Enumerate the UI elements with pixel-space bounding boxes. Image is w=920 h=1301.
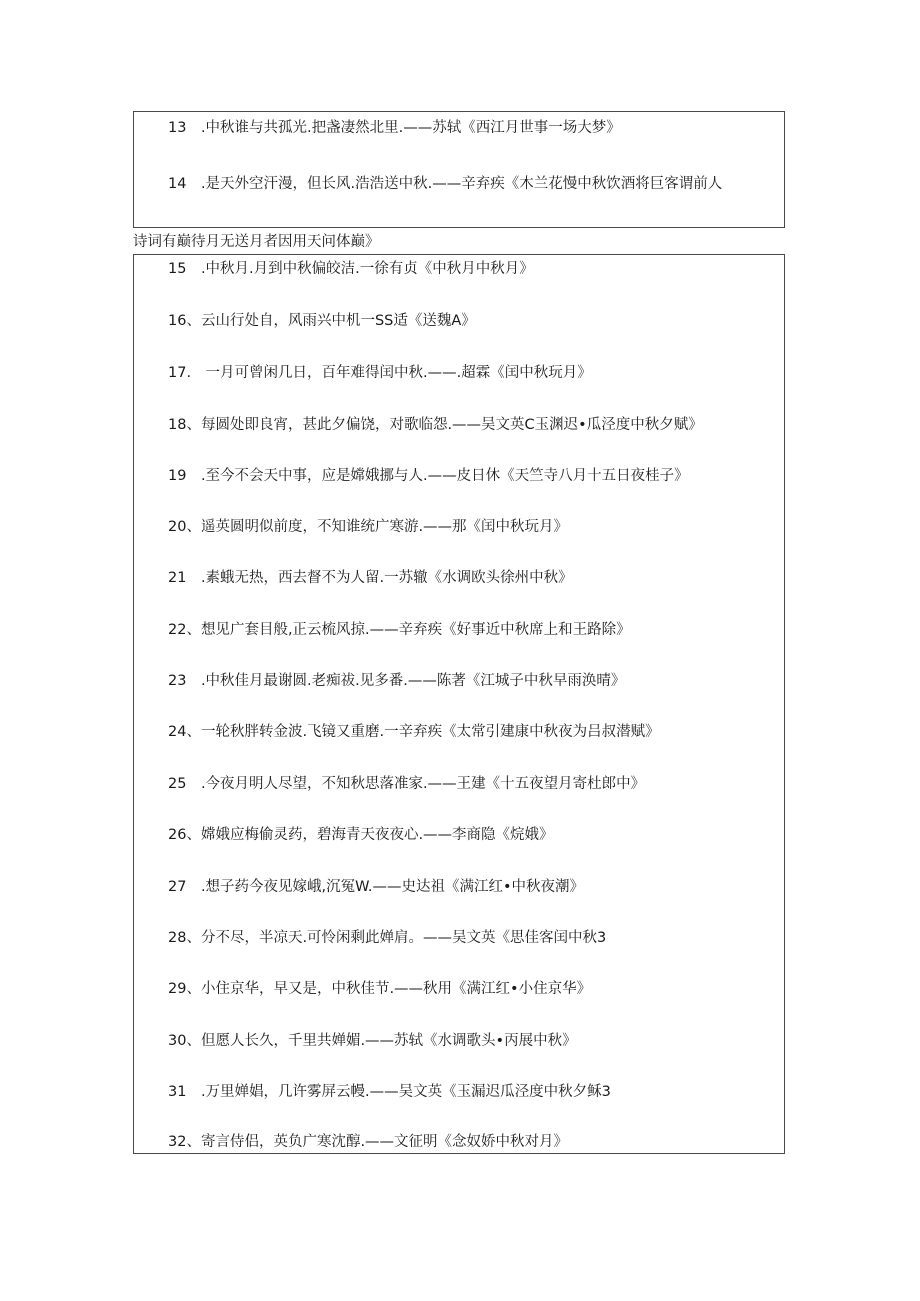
poem-line-30: 30、但愿人长久，千里共婵媚.——苏轼《水调歌头•丙展中秋》 <box>168 1033 577 1049</box>
poem-line-31: 31 .万里婵娼，几许雾屏云幔.——吴文英《玉漏迟瓜泾度中秋夕稣3 <box>168 1084 611 1100</box>
poem-line-25: 25 .今夜月明人尽望，不知秋思落准家.——王建《十五夜望月寄杜郎中》 <box>168 776 646 792</box>
poem-line-23: 23 .中秋佳月最谢圆.老痴祓.见多番.——陈著《江城子中秋早雨涣晴》 <box>168 673 626 689</box>
poem-line-14: 14 .是天外空汗漫，但长风.浩浩送中秋.——辛弃疾《木兰花慢中秋饮酒将巨客谓前人 <box>168 176 723 192</box>
poem-line-18: 18、每圆处即良宵，甚此夕偏饶，对歌临怨.——吴文英C玉渊迟•瓜泾度中秋夕赋》 <box>168 417 703 433</box>
poem-line-32: 32、寄言侍侣，英负广寒沈醇.——文征明《念奴娇中秋对月》 <box>168 1134 569 1150</box>
poem-line-22: 22、想见广套目般,正云梳风掠.——辛弃疾《好事近中秋席上和王路除》 <box>168 622 631 638</box>
poem-line-13: 13 .中秋谁与共孤光.把盏凄然北里.——苏轼《西江月世事一场大梦》 <box>168 120 621 136</box>
poem-line-21: 21 .素蛾无热，西去督不为人留.一苏辙《水调欧头徐州中秋》 <box>168 570 573 586</box>
poem-line-29: 29、小住京华，早又是，中秋佳节.——秋用《满江红•小住京华》 <box>168 981 592 997</box>
poem-line-26: 26、嫦娥应梅偷灵药，碧海青天夜夜心.——李商隐《烷娥》 <box>168 827 554 843</box>
poem-line-20: 20、遥英圆明似前度，不知谁统广寒游.——那《闰中秋玩月》 <box>168 519 569 535</box>
poem-line-17: 17. 一月可曾闲几日，百年难得闰中秋.——.超霖《闰中秋玩月》 <box>168 365 592 381</box>
poem-line-16: 16、云山行处自，风雨兴中机一SS适《送魏A》 <box>168 313 476 329</box>
poem-box-top <box>133 111 785 228</box>
poem-line-27: 27 .想子药今夜见嫁峨,沉冤W.——史达祖《满江红•中秋夜潮》 <box>168 879 585 895</box>
poem-line-28: 28、分不尽，半凉天.可怜闲剩此婵肩。——吴文英《思佳客闰中秋3 <box>168 930 607 946</box>
poem-line-24: 24、一轮秋胖转金波.飞镜又重磨.一辛弃疾《太常引建康中秋夜为吕叔潜赋》 <box>168 724 660 740</box>
poem-box-main <box>133 254 785 1154</box>
poem-line-14-continuation: 诗词有巅待月无送月者因用天问体巅》 <box>133 234 380 250</box>
poem-line-19: 19 .至今不会天中事，应是嫦娥挪与人.——皮日休《天竺寺八月十五日夜桂子》 <box>168 468 689 484</box>
poem-line-15: 15 .中秋月.月到中秋偏皎洁.一徐有贞《中秋月中秋月》 <box>168 261 534 277</box>
